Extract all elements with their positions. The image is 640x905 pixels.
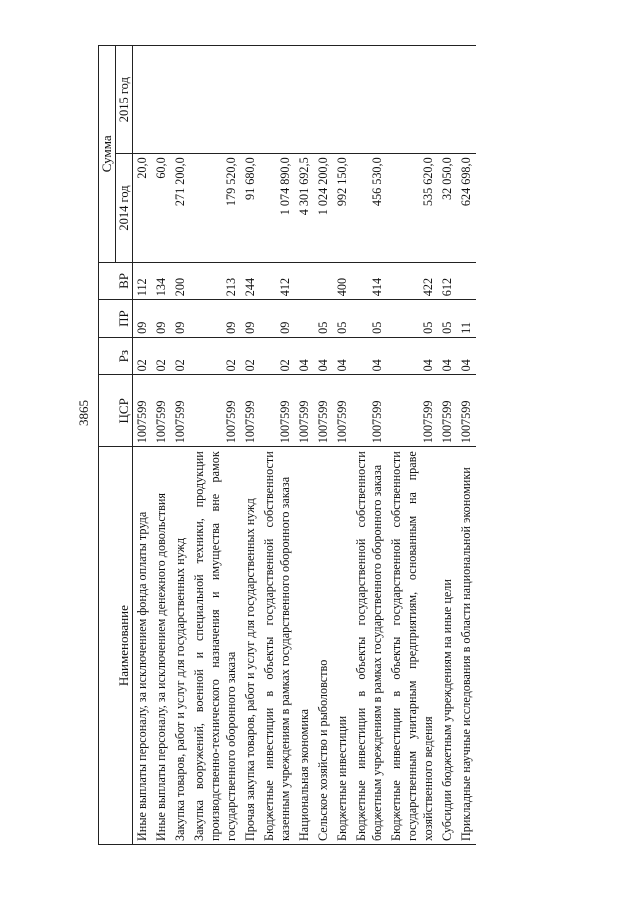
row-csr: 1007599 (241, 375, 260, 447)
table-row (152, 46, 171, 845)
row-rz: 02 (241, 337, 260, 375)
row-pr: 05 (314, 300, 333, 338)
row-csr: 1007599 (457, 375, 476, 447)
table-row (457, 46, 476, 845)
row-pr: 09 (171, 300, 190, 338)
row-rz: 04 (333, 337, 352, 375)
row-name: Иные выплаты персоналу, за исключением денежного довольствия (152, 447, 171, 845)
table-row (260, 46, 295, 845)
row-pr: 05 (438, 300, 457, 338)
row-csr: 1007599 (333, 375, 352, 447)
row-rz: 02 (190, 337, 241, 375)
row-amount-2015 (190, 46, 241, 154)
row-amount-2014: 624 698,0 (457, 154, 476, 262)
row-vr: 414 (352, 262, 387, 300)
row-pr: 11 (457, 300, 476, 338)
table-row (352, 46, 387, 845)
table-row (241, 46, 260, 845)
row-amount-2015 (438, 46, 457, 154)
header-year-2014: 2014 год (116, 154, 133, 262)
row-amount-2015 (457, 46, 476, 154)
row-csr: 1007599 (260, 375, 295, 447)
row-rz: 04 (295, 337, 314, 375)
row-amount-2014: 271 200,0 (171, 154, 190, 262)
row-amount-2014: 20,0 (133, 154, 153, 262)
row-name: Бюджетные инвестиции в объекты государственной собственности бюджетным учреждениям в рамках государственного оборонного заказа (352, 447, 387, 845)
table-row (133, 46, 153, 845)
row-vr: 200 (171, 262, 190, 300)
row-rz: 04 (438, 337, 457, 375)
row-csr: 1007599 (295, 375, 314, 447)
row-vr: 134 (152, 262, 171, 300)
row-csr: 1007599 (171, 375, 190, 447)
row-csr: 1007599 (314, 375, 333, 447)
row-rz: 02 (152, 337, 171, 375)
row-amount-2015 (333, 46, 352, 154)
row-amount-2015 (352, 46, 387, 154)
table-row (314, 46, 333, 845)
row-amount-2014: 60,0 (152, 154, 171, 262)
rotated-page (58, 45, 563, 845)
row-amount-2015 (260, 46, 295, 154)
row-amount-2015 (152, 46, 171, 154)
row-csr: 1007599 (352, 375, 387, 447)
row-amount-2015 (133, 46, 153, 154)
row-name: Бюджетные инвестиции в объекты государственной собственности казенным учреждениям в рамках государственного оборонного заказа (260, 447, 295, 845)
row-amount-2014: 4 301 692,5 (295, 154, 314, 262)
header-year-2015: 2015 год (116, 46, 133, 154)
row-name: Прикладные научные исследования в области национальной экономики (457, 447, 476, 845)
header-name: Наименование (99, 447, 133, 845)
row-csr: 1007599 (190, 375, 241, 447)
row-rz: 04 (352, 337, 387, 375)
table-row (387, 46, 438, 845)
row-vr: 400 (333, 262, 352, 300)
budget-table (98, 45, 476, 845)
row-pr: 09 (152, 300, 171, 338)
row-pr: 09 (133, 300, 153, 338)
header-vr: ВР (99, 262, 133, 300)
row-amount-2014: 992 150,0 (333, 154, 352, 262)
table-row (438, 46, 457, 845)
header-csr: ЦСР (99, 375, 133, 447)
row-name: Иные выплаты персоналу, за исключением фонда оплаты труда (133, 447, 153, 845)
table-header (99, 46, 133, 845)
row-csr: 1007599 (152, 375, 171, 447)
row-pr: 05 (352, 300, 387, 338)
row-amount-2015 (387, 46, 438, 154)
row-amount-2014: 535 620,0 (387, 154, 438, 262)
table-body (133, 46, 477, 845)
row-rz: 02 (171, 337, 190, 375)
row-name: Субсидии бюджетным учреждениям на иные цели (438, 447, 457, 845)
row-vr: 244 (241, 262, 260, 300)
row-rz: 04 (387, 337, 438, 375)
row-amount-2014: 179 520,0 (190, 154, 241, 262)
row-pr: 09 (190, 300, 241, 338)
row-vr: 213 (190, 262, 241, 300)
row-csr: 1007599 (133, 375, 153, 447)
table-row (295, 46, 314, 845)
row-vr: 412 (260, 262, 295, 300)
row-amount-2015 (171, 46, 190, 154)
header-pr: ПР (99, 300, 133, 338)
row-amount-2015 (314, 46, 333, 154)
row-amount-2015 (241, 46, 260, 154)
row-pr: 05 (333, 300, 352, 338)
row-amount-2015 (295, 46, 314, 154)
row-name: Бюджетные инвестиции (333, 447, 352, 845)
row-vr: 422 (387, 262, 438, 300)
row-pr: 05 (387, 300, 438, 338)
row-amount-2014: 456 530,0 (352, 154, 387, 262)
row-name: Бюджетные инвестиции в объекты государственной собственности государственным унитарным предприятиям, основанным на праве хозяйственного ведения (387, 447, 438, 845)
row-vr (314, 262, 333, 300)
header-rz: Рз (99, 337, 133, 375)
row-vr: 612 (438, 262, 457, 300)
row-name: Прочая закупка товаров, работ и услуг для государственных нужд (241, 447, 260, 845)
row-pr: 09 (260, 300, 295, 338)
row-csr: 1007599 (438, 375, 457, 447)
row-pr: 09 (241, 300, 260, 338)
table-row (190, 46, 241, 845)
row-pr (295, 300, 314, 338)
row-amount-2014: 91 680,0 (241, 154, 260, 262)
header-sum: Сумма (99, 46, 116, 263)
row-name: Закупка товаров, работ и услуг для государственных нужд (171, 447, 190, 845)
row-name: Национальная экономика (295, 447, 314, 845)
row-csr: 1007599 (387, 375, 438, 447)
row-rz: 02 (133, 337, 153, 375)
row-name: Закупка вооружений, военной и специальной техники, продукции производственно-технического назначения и имущества вне рамок государственного оборонного заказа (190, 447, 241, 845)
row-name: Сельское хозяйство и рыболовство (314, 447, 333, 845)
row-vr (295, 262, 314, 300)
row-rz: 02 (260, 337, 295, 375)
row-rz: 04 (314, 337, 333, 375)
table-row (171, 46, 190, 845)
row-amount-2014: 1 024 200,0 (314, 154, 333, 262)
row-amount-2014: 1 074 890,0 (260, 154, 295, 262)
row-amount-2014: 32 050,0 (438, 154, 457, 262)
row-rz: 04 (457, 337, 476, 375)
table-row (333, 46, 352, 845)
row-vr: 112 (133, 262, 153, 300)
row-vr (457, 262, 476, 300)
page-number: 3865 (76, 400, 91, 426)
